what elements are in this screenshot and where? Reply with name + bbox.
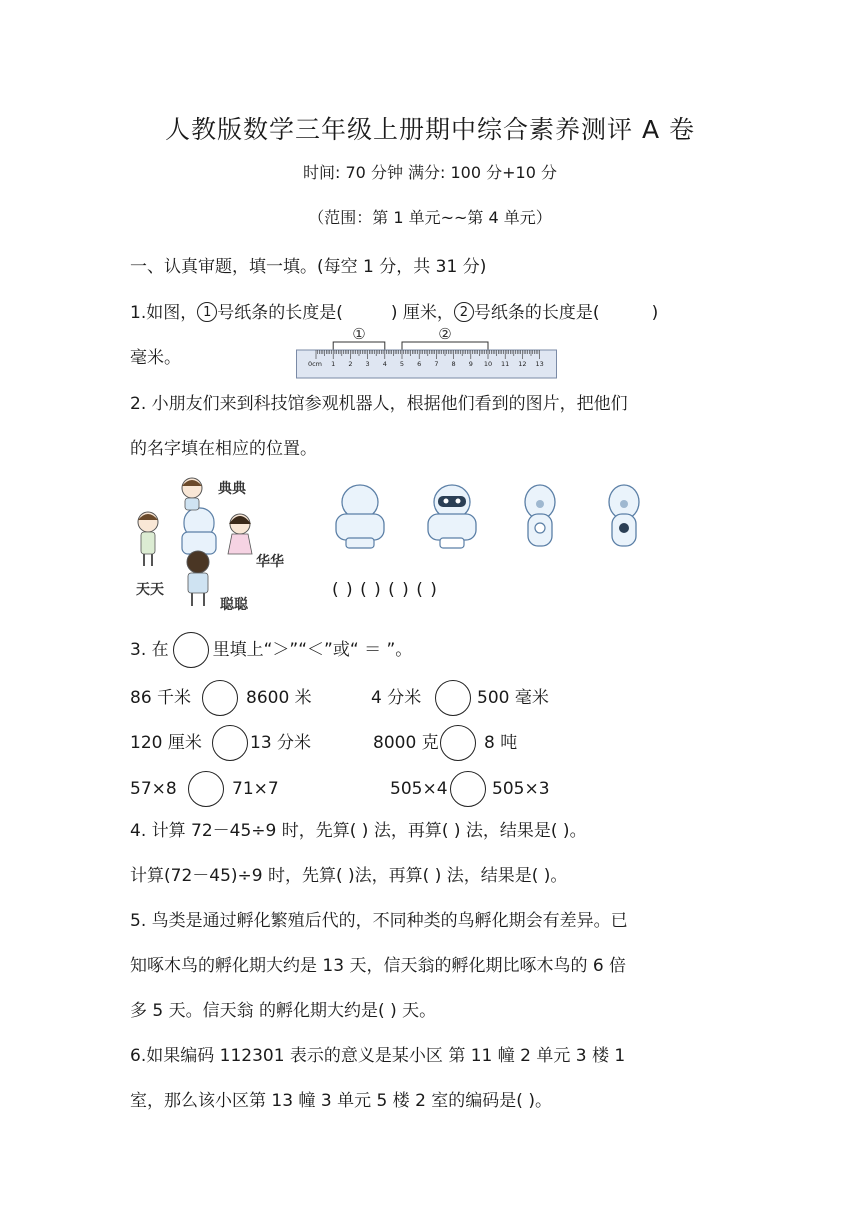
ruler-tick-label: 4 — [382, 360, 387, 368]
center-robot-icon — [182, 508, 216, 554]
section-heading: 一、认真审题，填一填。(每空 1 分，共 31 分) — [130, 257, 487, 277]
compare-circle[interactable] — [188, 771, 224, 807]
time-score-line: 时间: 70 分钟 满分: 100 分+10 分 — [303, 163, 557, 182]
question-5-line2: 知啄木鸟的孵化期大约是 13 天，信天翁的孵化期比啄木鸟的 6 倍 — [130, 956, 627, 976]
name-label-right: 华华 — [256, 554, 284, 570]
ruler-tick-label: 8 — [451, 360, 456, 368]
child-right-icon — [228, 514, 252, 554]
ruler-tick-label: 2 — [348, 360, 353, 368]
compare-circle[interactable] — [202, 680, 238, 716]
paper-strip-1 — [333, 342, 385, 350]
question-6-line1: 6.如果编码 112301 表示的意义是某小区 第 11 幢 2 单元 3 楼 1 — [130, 1046, 626, 1066]
compare-circle-sample — [173, 632, 209, 668]
ruler-tick-label: 13 — [535, 360, 544, 368]
paper-strip-2 — [402, 342, 488, 350]
question-3-intro: 3. 在 里填上“＞”“＜”或“ ＝ ”。 — [130, 632, 412, 668]
name-label-left: 天天 — [136, 582, 164, 598]
page-title: 人教版数学三年级上册期中综合素养测评 A 卷 — [165, 115, 695, 144]
scope-line: （范围：第 1 单元~~第 4 单元） — [308, 208, 552, 227]
ruler-tick-label: 9 — [468, 360, 473, 368]
child-top-icon — [182, 478, 202, 510]
compare-circle[interactable] — [440, 725, 476, 761]
compare-row-2: 120 厘米 13 分米 8000 克 8 吨 — [130, 725, 517, 761]
compare-circle[interactable] — [212, 725, 248, 761]
compare-circle[interactable] — [435, 680, 471, 716]
child-left-icon — [138, 512, 158, 566]
robot-side-view-left-icon — [525, 485, 555, 546]
question-1: 1.如图， 1 号纸条的长度是( ) 厘米， 2 号纸条的长度是( ) — [130, 303, 659, 323]
ruler-tick-label: 10 — [483, 360, 493, 368]
question-4-line2: 计算(72－45)÷9 时，先算( )法，再算( ) 法，结果是( )。 — [130, 866, 568, 886]
name-label-bottom: 聪聪 — [220, 597, 248, 613]
ruler-tick-label: 12 — [518, 360, 527, 368]
question-2-line2: 的名字填在相应的位置。 — [130, 439, 317, 459]
robot-views — [330, 482, 660, 554]
ruler-tick-label: 5 — [399, 360, 405, 368]
strip-2-label: ② — [438, 325, 452, 343]
ruler-tick-label: 1 — [331, 360, 336, 368]
question-5-line1: 5. 鸟类是通过孵化繁殖后代的，不同种类的鸟孵化期会有差异。已 — [130, 911, 628, 931]
strip-1-label: ① — [352, 325, 366, 343]
name-label-top: 典典 — [218, 481, 246, 497]
robot-side-view-right-icon — [609, 485, 639, 546]
ruler-tick-label: 7 — [434, 360, 439, 368]
child-bottom-icon — [187, 551, 209, 606]
compare-row-3: 57×8 71×7 505×4 505×3 — [130, 771, 550, 807]
compare-circle[interactable] — [450, 771, 486, 807]
ruler-figure — [296, 322, 558, 380]
ruler-tick-label: 3 — [365, 360, 370, 368]
answer-slots-row: ( ) ( ) ( ) ( ) — [332, 580, 438, 600]
compare-row-1: 86 千米 8600 米 4 分米 500 毫米 — [130, 680, 549, 716]
robot-back-view-icon — [336, 485, 384, 548]
question-4-line1: 4. 计算 72－45÷9 时，先算( ) 法，再算( ) 法，结果是( )。 — [130, 821, 587, 841]
circled-2-mark: 2 — [454, 302, 474, 322]
circled-1-mark: 1 — [197, 302, 217, 322]
question-6-line2: 室，那么该小区第 13 幢 3 单元 5 楼 2 室的编码是( )。 — [130, 1091, 552, 1111]
question-2-line1: 2. 小朋友们来到科技馆参观机器人，根据他们看到的图片，把他们 — [130, 394, 628, 414]
robot-front-view-icon — [428, 485, 476, 548]
ruler-tick-label: 11 — [501, 360, 510, 368]
ruler-tick-label: 6 — [417, 360, 422, 368]
question-1-line2: 毫米。 — [130, 348, 181, 368]
ruler-unit-label: 0cm — [307, 360, 323, 368]
question-5-line3: 多 5 天。信天翁 的孵化期大约是( ) 天。 — [130, 1001, 437, 1021]
